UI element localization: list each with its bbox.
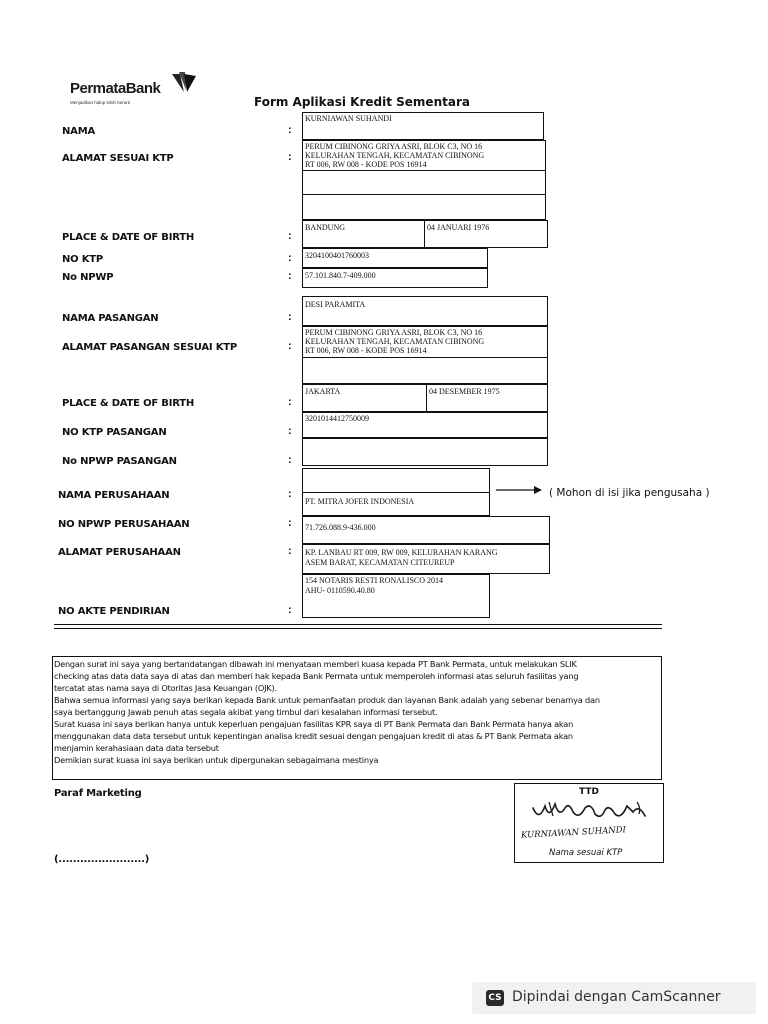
npwp-pasangan-field[interactable] [302,438,548,466]
camscanner-icon: CS [486,990,504,1006]
ktp-value: 3204100401760003 [305,251,369,260]
colon: : [288,151,292,163]
section-divider [54,624,662,625]
declaration-line: Surat kuasa ini saya berikan hanya untuk keperluan pengajuan fasilitas KPR saya di PT Bank Permata dan Bank Permata hanya akan [54,719,574,729]
bank-name: PermataBank [70,80,161,97]
alamat-line-3: RT 006, RW 008 - KODE POS 16914 [305,160,427,169]
declaration-line: menggunakan data data tersebut untuk kepentingan analisa kredit sesuai dengan pengajuan kredit di atas & PT Bank Permata akan [54,731,573,741]
label-npwp-pasangan: No NPWP PASANGAN [62,456,177,467]
colon: : [288,340,292,352]
label-ktp-pasangan: NO KTP PASANGAN [62,427,167,438]
bank-logo [60,64,198,108]
label-ktp: NO KTP [62,254,104,265]
alamat-pasangan-line-2: KELURAHAN TENGAH, KECAMATAN CIBINONG [305,337,485,346]
camscanner-text: Dipindai dengan CamScanner [512,989,721,1005]
declaration-box [52,656,662,780]
date-of-birth-value: 04 JANUARI 1976 [427,223,490,232]
declaration-line: Dengan surat ini saya yang bertandatangan dibawah ini menyataan memberi kuasa kepada PT Bank Permata, untuk melakukan SLIK [54,659,577,669]
npwp-perusahaan-value: 71.726.088.9-436.000 [305,523,376,532]
alamat-perusahaan-line-1: KP. LANBAU RT 009, RW 009, KELURAHAN KARANG [305,548,498,557]
alamat-line-2: KELURAHAN TENGAH, KECAMATAN CIBINONG [305,151,485,160]
declaration-line: Bahwa semua informasi yang saya berikan kepada Bank untuk pemanfaatan produk dan layanan Bank adalah yang sebenar benarnya dan [54,695,600,705]
colon: : [288,488,292,500]
alamat-pasangan-line-3: RT 006, RW 008 - KODE POS 16914 [305,346,427,355]
signature-box[interactable] [514,783,664,863]
label-ttl: PLACE & DATE OF BIRTH [62,232,195,243]
nama-perusahaan-value: PT. MITRA JOFER INDONESIA [305,497,415,506]
handwritten-signature [529,798,657,826]
colon: : [288,425,292,437]
date-of-birth-pasangan-value: 04 DESEMBER 1975 [429,387,500,396]
colon: : [288,454,292,466]
akte-line-1: 154 NOTARIS RESTI RONALISCO 2014 [305,576,444,585]
bank-tagline: Menjadikan hidup lebih berarti [70,100,131,105]
place-of-birth-pasangan-value: JAKARTA [305,387,341,396]
colon: : [288,396,292,408]
paraf-marketing-label: Paraf Marketing [54,788,142,799]
colon: : [288,517,292,529]
label-alamat-perusahaan: ALAMAT PERUSAHAAN [58,547,181,558]
camscanner-watermark [472,982,756,1014]
ttd-label: TTD [579,787,599,797]
colon: : [288,124,292,136]
colon: : [288,230,292,242]
colon: : [288,270,292,282]
label-alamat: ALAMAT SESUAI KTP [62,153,174,164]
ktp-pasangan-value: 3201014412750009 [305,414,369,423]
place-of-birth-value: BANDUNG [305,223,345,232]
declaration-line: Demikian surat kuasa ini saya berikan untuk dipergunakan sebagaimana mestinya [54,755,379,765]
form-title: Form Aplikasi Kredit Sementara [254,95,470,109]
declaration-line: menjamin kerahasiaan data data tersebut [54,743,219,753]
nama-sesuai-ktp-caption: Nama sesuai KTP [549,848,623,858]
label-nama-pasangan: NAMA PASANGAN [62,313,159,324]
alamat-pasangan-line-1: PERUM CIBINONG GRIYA ASRI, BLOK C3, NO 16 [305,328,483,337]
label-alamat-pasangan: ALAMAT PASANGAN SESUAI KTP [62,342,238,353]
declaration-line: saya bertanggung Jawab penuh atas segala akibat yang timbul dari kesalahan informasi tersebut. [54,707,438,717]
permata-logo-icon [170,70,198,98]
nama-pasangan-value: DESI PARAMITA [305,300,366,309]
label-akte: NO AKTE PENDIRIAN [58,606,170,617]
nama-value: KURNIAWAN SUHANDI [305,114,392,123]
colon: : [288,311,292,323]
colon: : [288,604,292,616]
npwp-value: 57.101.840.7-409.000 [305,271,376,280]
colon: : [288,545,292,557]
declaration-line: checking atas data data saya di atas dan memberi hak kepada Bank Permata untuk memperoleh informasi atas seluruh fasilitas yang [54,671,579,681]
label-nama-perusahaan: NAMA PERUSAHAAN [58,490,170,501]
declaration-line: tercatat atas nama saya di Otoritas Jasa Keuangan (OJK). [54,683,277,693]
pengusaha-note: ( Mohon di isi jika pengusaha ) [549,487,710,499]
colon: : [288,252,292,264]
alamat-line-1: PERUM CIBINONG GRIYA ASRI, BLOK C3, NO 16 [305,142,483,151]
arrow-right-icon [496,484,544,496]
akte-line-2: AHU- 0110590.40.80 [305,586,375,595]
alamat-perusahaan-line-2: ASEM BARAT, KECAMATAN CITEUREUP [305,558,455,567]
label-nama: NAMA [62,126,95,137]
label-ttl-pasangan: PLACE & DATE OF BIRTH [62,398,195,409]
paraf-blank[interactable]: (........................) [54,854,150,865]
label-npwp: No NPWP [62,272,114,283]
label-npwp-perusahaan: NO NPWP PERUSAHAAN [58,519,190,530]
section-divider [54,628,662,629]
signer-handwritten-name: KURNIAWAN SUHANDI [520,825,627,841]
